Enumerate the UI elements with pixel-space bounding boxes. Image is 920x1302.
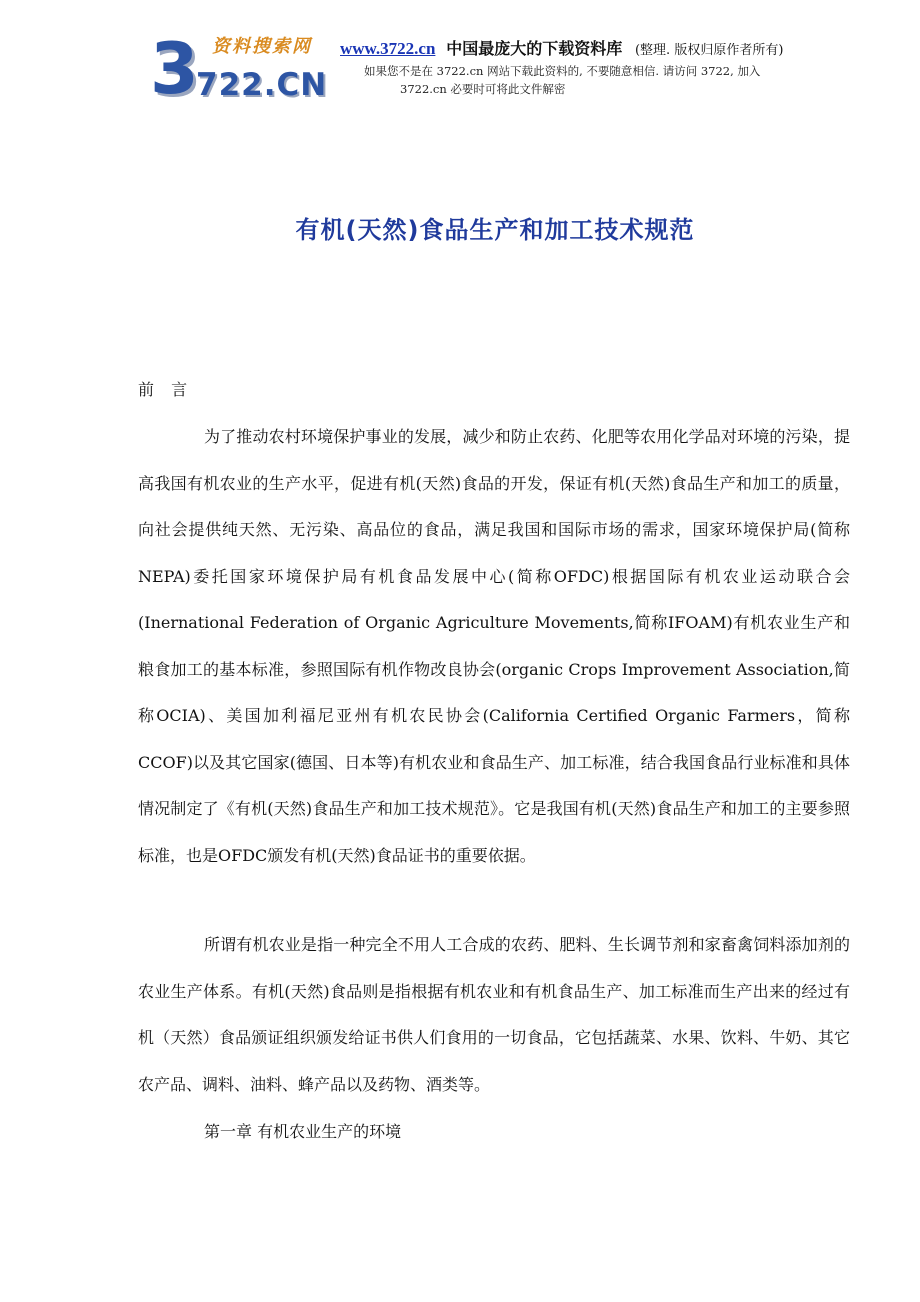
logo-domain: 722.CN (196, 67, 328, 103)
site-logo[interactable] (150, 28, 336, 110)
disclaimer-line-2: 3722.cn 必要时可将此文件解密 (400, 82, 566, 96)
logo-number: 3 (150, 28, 199, 110)
logo-slogan: 资料搜索网 (212, 36, 312, 57)
site-url-link[interactable]: www.3722.cn (340, 39, 436, 58)
document-title: 有机(天然)食品生产和加工技术规范 (295, 216, 695, 244)
preface-heading: 前 言 (138, 380, 194, 399)
site-banner (340, 38, 900, 62)
disclaimer-line-1: 如果您不是在 3722.cn 网站下载此资料的, 不要随意相信. 请访问 3722, 加入 (364, 64, 761, 78)
paragraph: 所谓有机农业是指一种完全不用人工合成的农药、肥料、生长调节剂和家畜禽饲料添加剂的农业生产体系。有机(天然)食品则是指根据有机农业和有机食品生产、加工标准而生产出来的经过有机（天然）食品颁证组织颁发给证书供人们食用的一切食品，它包括蔬菜、水果、饮料、牛奶、其它农产品、调料、油料、蜂产品以及药物、酒类等。 (138, 935, 850, 1094)
site-tagline: 中国最庞大的下载资料库 (446, 39, 623, 58)
chapter-heading: 第一章 有机农业生产的环境 (204, 1122, 402, 1141)
copyright-note: (整理. 版权归原作者所有) (634, 43, 784, 58)
paragraph: 为了推动农村环境保护事业的发展，减少和防止农药、化肥等农用化学品对环境的污染，提高我国有机农业的生产水平，促进有机(天然)食品的开发，保证有机(天然)食品生产和加工的质量，向社会提供纯天然、无污染、高品位的食品，满足我国和国际市场的需求，国家环境保护局(简称NEPA)委托国家环境保护局有机食品发展中心(简称OFDC)根据国际有机农业运动联合会(Inernational Federation of Organic Agriculture Movements,简称IFOAM)有机农业生产和粮食加工的基本标准，参照国际有机作物改良协会(organic Crops Improvement Association,简称OCIA)、美国加利福尼亚州有机农民协会(California Certified Organic Farmers，简称CCOF)以及其它国家(德国、日本等)有机农业和食品生产、加工标准，结合我国食品行业标准和具体情况制定了《有机(天然)食品生产和加工技术规范》。它是我国有机(天然)食品生产和加工的主要参照标准，也是OFDC颁发有机(天然)食品证书的重要依据。 (138, 427, 850, 865)
